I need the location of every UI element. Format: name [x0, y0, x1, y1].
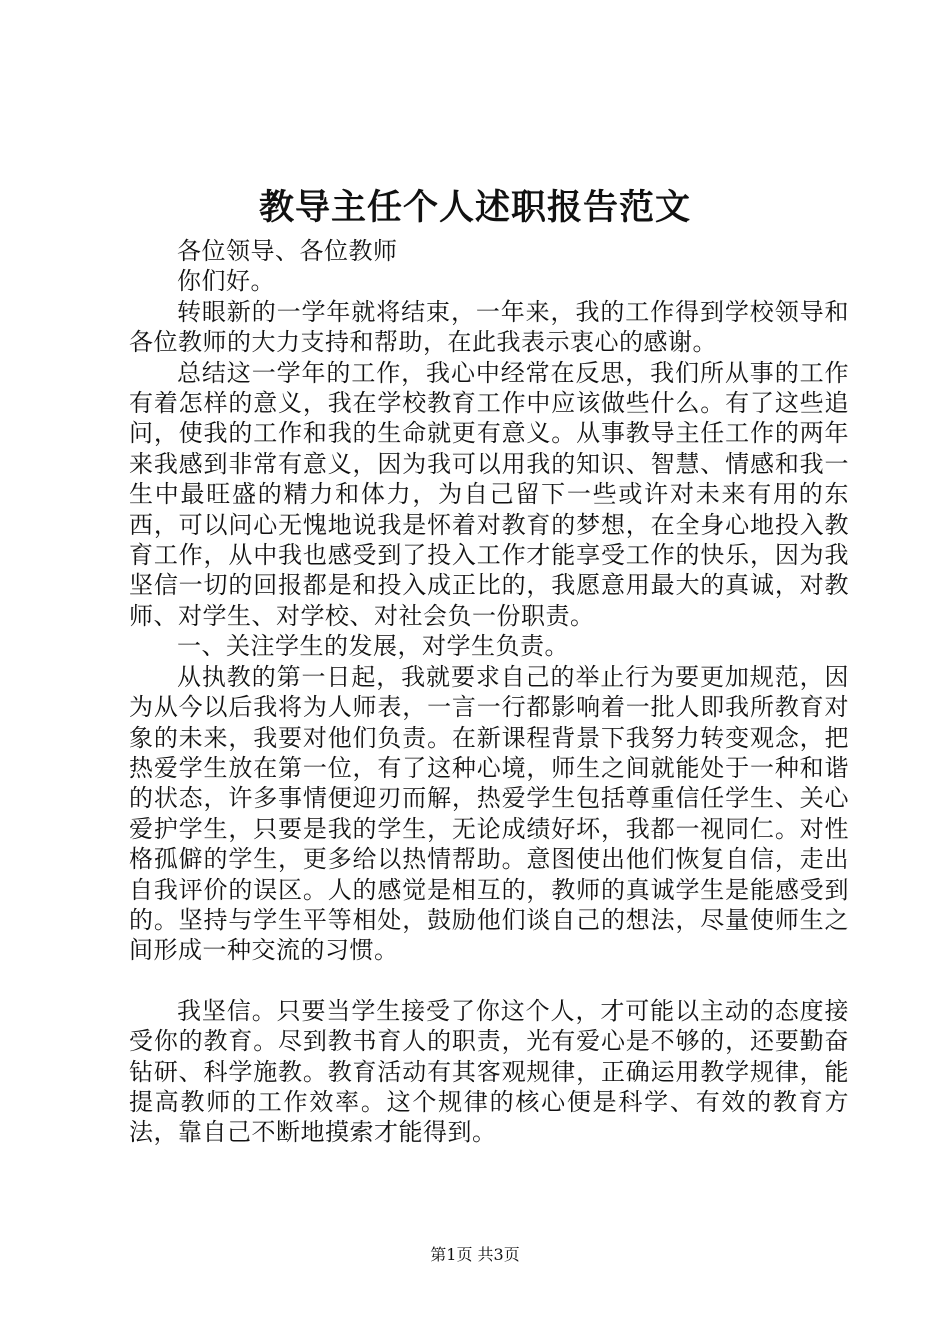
section-heading-1: 一、关注学生的发展，对学生负责。 — [177, 632, 569, 661]
paragraph-spacer — [129, 966, 849, 996]
page-number: 第1页 共3页 — [430, 1245, 520, 1264]
salutation: 各位领导、各位教师 — [177, 237, 398, 265]
paragraph-intro: 转眼新的一学年就将结束，一年来，我的工作得到学校领导和各位教师的大力支持和帮助，在此我表示衷心的感谢。 — [129, 297, 849, 357]
paragraph-summary: 总结这一学年的工作，我心中经常在反思，我们所从事的工作有着怎样的意义，我在学校教育工作中应该做些什么。有了这些追问，使我的工作和我的生命就更有意义。从事教导主任工作的两年来我感到非常有意义，因为我可以用我的知识、智慧、情感和我一生中最旺盛的精力和体力，为自己留下一些或许对未来有用的东西，可以问心无愧地说我是怀着对教育的梦想，在全身心地投入教育工作，从中我也感受到了投入工作才能享受工作的快乐，因为我坚信一切的回报都是和投入成正比的，我愿意用最大的真诚，对教师、对学生、对学校、对社会负一份职责。 — [129, 358, 849, 630]
document-title: 教导主任个人述职报告范文 — [258, 187, 691, 228]
paragraph-section-1: 从执教的第一日起，我就要求自己的举止行为要更加规范，因为从今以后我将为人师表，一言一行都影响着一批人即我所教育对象的未来，我要对他们负责。在新课程背景下我努力转变观念，把热爱学生放在第一位，有了这种心境，师生之间就能处于一种和谐的状态，许多事情便迎刃而解，热爱学生包括尊重信任学生、关心爱护学生，只要是我的学生，无论成绩好坏，我都一视同仁。对性格孤僻的学生，更多给以热情帮助。意图使出他们恢复自信，走出自我评价的误区。人的感觉是相互的，教师的真诚学生是能感受到的。坚持与学生平等相处，鼓励他们谈自己的想法，尽量使师生之间形成一种交流的习惯。 — [129, 662, 849, 965]
greeting: 你们好。 — [177, 267, 275, 296]
document-body — [129, 236, 849, 1148]
paragraph-belief: 我坚信。只要当学生接受了你这个人，才可能以主动的态度接受你的教育。尽到教书育人的职责，光有爱心是不够的，还要勤奋钻研、科学施教。教育活动有其客观规律，正确运用教学规律，能提高教师的工作效率。这个规律的核心便是科学、有效的教育方法，靠自己不断地摸索才能得到。 — [129, 996, 849, 1147]
